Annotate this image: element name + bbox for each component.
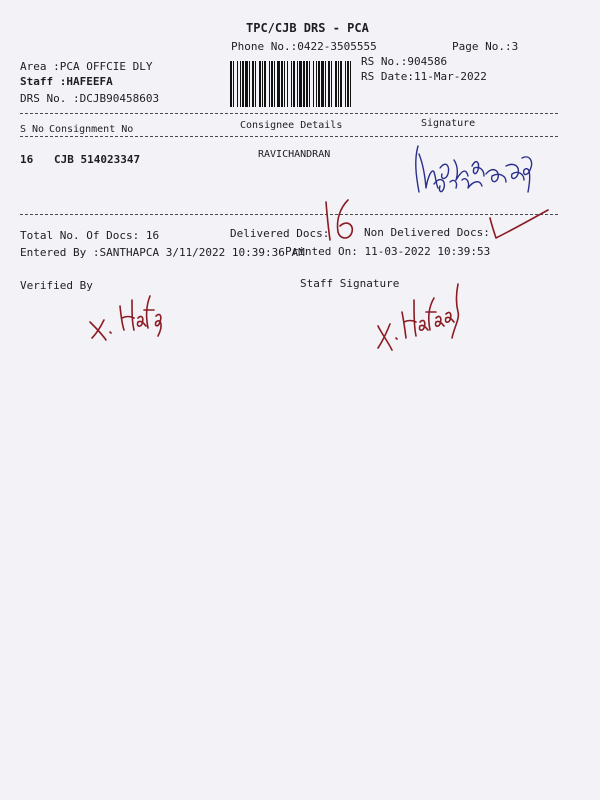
col-signature: Signature (421, 118, 476, 129)
summary-divider (20, 214, 558, 215)
barcode-bar (297, 61, 298, 107)
page-number: Page No.:3 (452, 40, 519, 53)
verified-by-label: Verified By (20, 279, 93, 292)
barcode-bar (240, 61, 241, 107)
barcode-bar (316, 61, 317, 107)
barcode-bar (287, 61, 288, 107)
barcode-bar (277, 61, 280, 107)
non-delivered-mark-handwriting (484, 204, 554, 244)
barcode-bar (262, 61, 263, 107)
barcode-bar (281, 61, 283, 107)
barcode-bar (328, 61, 330, 107)
barcode-bar (259, 61, 261, 107)
barcode-bar (309, 61, 310, 107)
barcode-bar (338, 61, 339, 107)
staff-signature (372, 278, 468, 354)
verifier-signature (84, 288, 164, 342)
staff-line (20, 75, 113, 88)
col-sno: S No (20, 124, 45, 135)
barcode-bar (303, 61, 305, 107)
barcode-bar (299, 61, 302, 107)
barcode-bar (331, 61, 332, 107)
drs-number: DRS No. :DCJB90458603 (20, 92, 160, 105)
barcode-bar (274, 61, 275, 107)
barcode-bar (318, 61, 320, 107)
barcode-bar (306, 61, 308, 107)
col-consignment: Consignment No (49, 124, 134, 135)
barcode-bar (325, 61, 326, 107)
row-consignee: RAVICHANDRAN (258, 149, 331, 160)
barcode-bar (293, 61, 295, 107)
total-docs: Total No. Of Docs: 16 (20, 229, 160, 242)
printed-on: Printed On: 11-03-2022 10:39:53 (285, 245, 491, 258)
rs-date: RS Date:11-Mar-2022 (361, 70, 487, 83)
barcode-bar (271, 61, 273, 107)
non-delivered-docs-label: Non Delivered Docs: (364, 226, 490, 239)
area-label: Area :PCA OFFCIE DLY (20, 60, 153, 73)
barcode-bar (284, 61, 285, 107)
row-consignment: CJB 514023347 (54, 153, 141, 166)
row-sno: 16 (20, 153, 34, 166)
barcode-bar (264, 61, 266, 107)
barcode-bar (350, 61, 351, 107)
document-title: TPC/CJB DRS - PCA (246, 21, 369, 35)
staff-signature-label: Staff Signature (300, 277, 400, 290)
phone-number: Phone No.:0422-3505555 (231, 40, 377, 53)
barcode-bar (252, 61, 254, 107)
receiver-signature (410, 136, 540, 206)
barcode-bar (345, 61, 346, 107)
barcode-bar (230, 61, 232, 107)
staff-name: HAFEEFA (66, 75, 113, 88)
rs-number: RS No.:904586 (361, 55, 448, 68)
barcode-bar (347, 61, 349, 107)
delivered-docs-label: Delivered Docs: (230, 227, 330, 240)
barcode-bar (291, 61, 292, 107)
staff-label: Staff : (20, 75, 67, 88)
entered-by: Entered By :SANTHAPCA 3/11/2022 10:39:36 AM (20, 246, 305, 259)
barcode-bar (237, 61, 238, 107)
barcode-bar (245, 61, 248, 107)
barcode-bar (313, 61, 314, 107)
barcode-bar (340, 61, 342, 107)
barcode-bar (249, 61, 250, 107)
barcode-bar (335, 61, 337, 107)
barcode-bar (269, 61, 270, 107)
barcode-bar (233, 61, 234, 107)
barcode-bar (321, 61, 324, 107)
delivered-count-handwriting (318, 196, 362, 244)
col-consignee: Consignee Details (240, 120, 343, 131)
barcode-image (229, 61, 353, 107)
barcode-bar (242, 61, 244, 107)
barcode-bar (255, 61, 256, 107)
header-divider (20, 113, 558, 114)
